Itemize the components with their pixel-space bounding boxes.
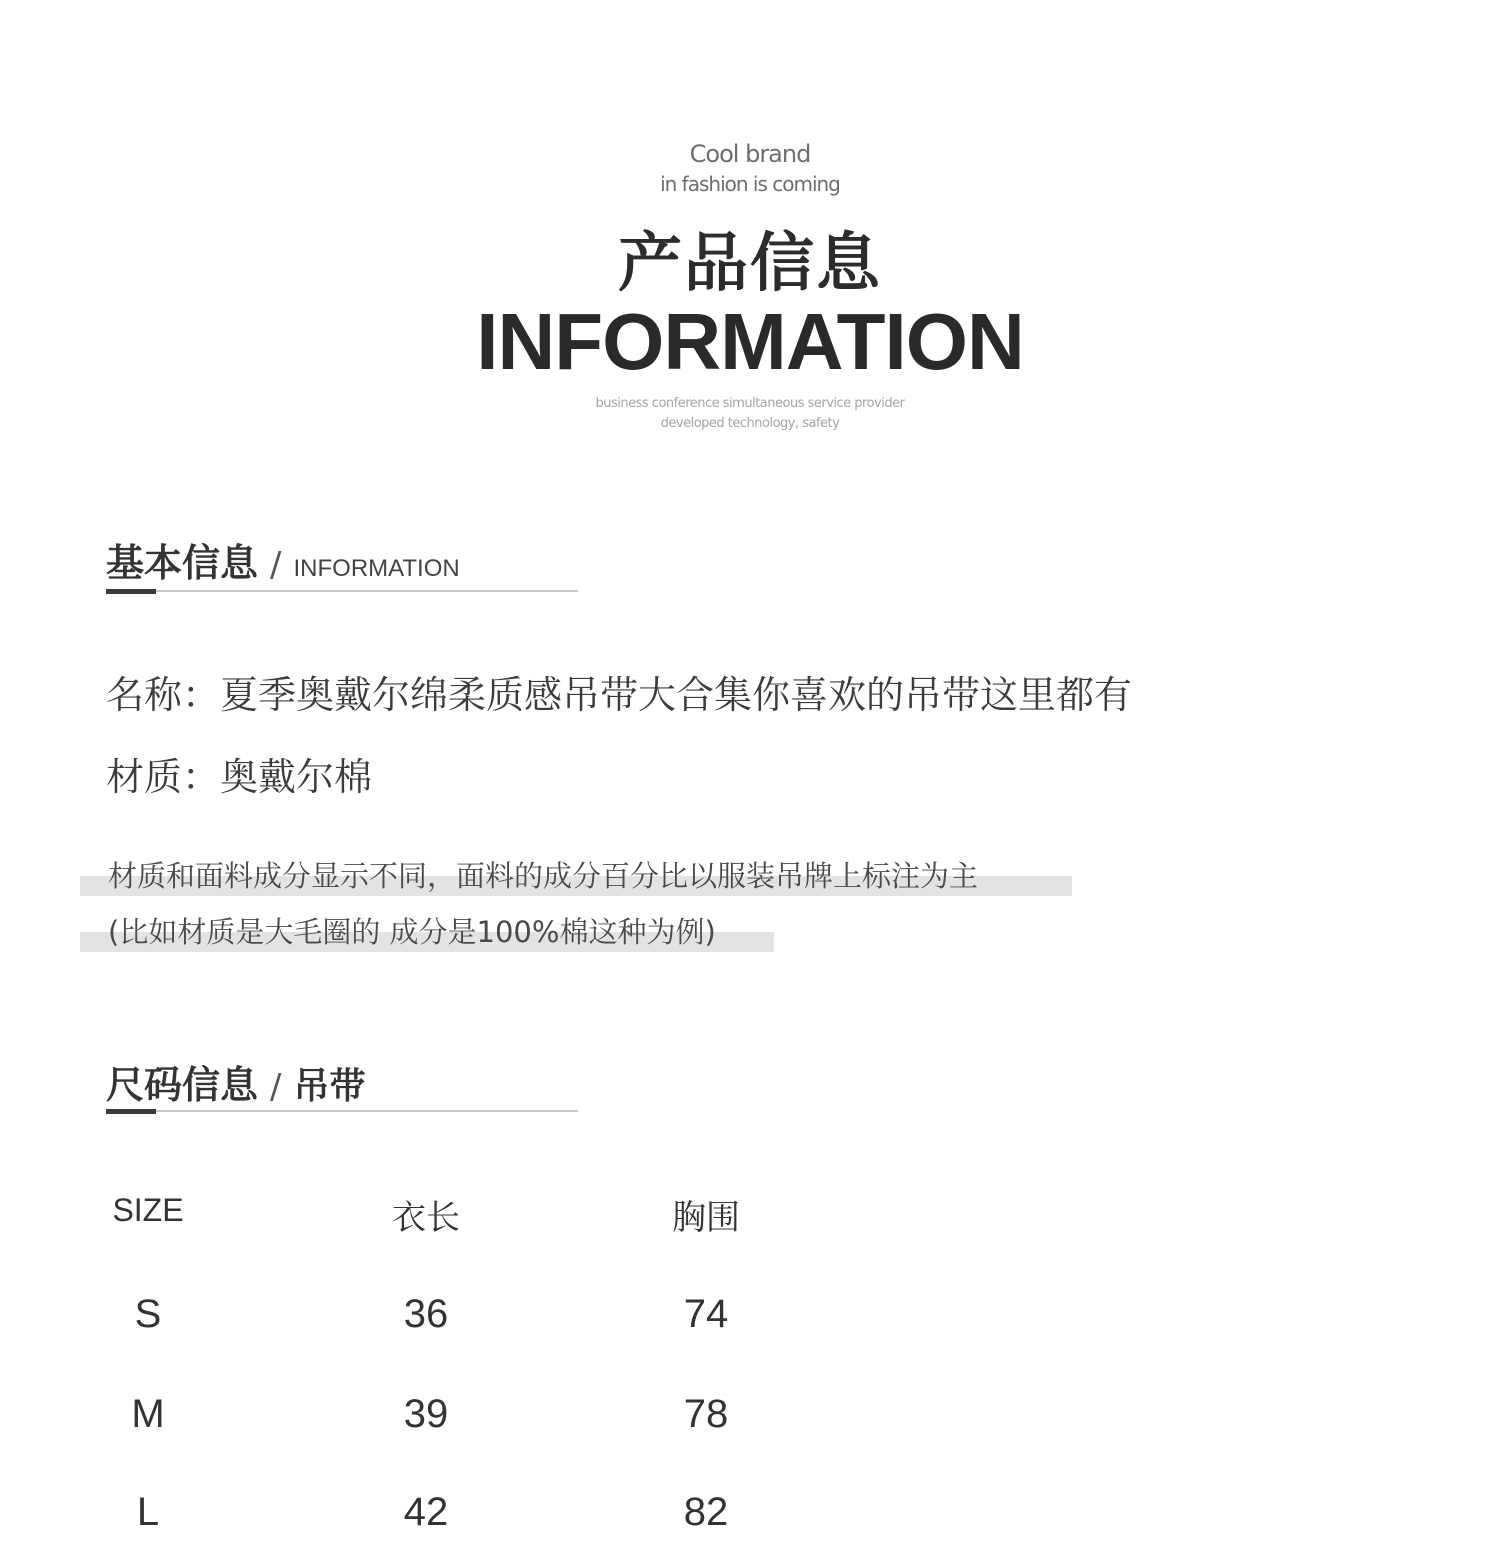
length-cell: 36 bbox=[403, 1292, 449, 1336]
material-line: 材质：奥戴尔棉 bbox=[106, 755, 373, 799]
size-cell: S bbox=[134, 1292, 162, 1336]
size-cell: M bbox=[131, 1392, 165, 1436]
size-info-divider bbox=[106, 1110, 578, 1112]
size-info-heading-sub: 吊带 bbox=[293, 1066, 366, 1107]
page-title-en: INFORMATION bbox=[476, 297, 1024, 386]
basic-info-divider bbox=[106, 590, 578, 592]
column-header-length: 衣长 bbox=[392, 1199, 460, 1237]
basic-info-heading-cn: 基本信息 bbox=[106, 541, 259, 585]
tagline-bottom: in fashion is coming bbox=[660, 172, 840, 196]
length-cell: 39 bbox=[403, 1392, 449, 1436]
subtitle-line-1: business conference simultaneous service provider bbox=[595, 396, 905, 411]
subtitle-line-2: developed technology, safety bbox=[660, 416, 840, 431]
tagline-top: Cool brand bbox=[689, 140, 811, 168]
bust-cell: 82 bbox=[683, 1490, 729, 1534]
bust-cell: 78 bbox=[683, 1392, 729, 1436]
heading-slash: / bbox=[270, 1067, 282, 1107]
size-info-heading bbox=[106, 1054, 366, 1109]
column-header-size: SIZE bbox=[112, 1192, 184, 1228]
column-header-bust: 胸围 bbox=[672, 1199, 740, 1237]
size-cell: L bbox=[136, 1490, 160, 1534]
basic-info-heading bbox=[106, 532, 460, 587]
size-info-divider-accent bbox=[106, 1109, 156, 1114]
page-title-cn: 产品信息 bbox=[618, 227, 882, 301]
bust-cell: 74 bbox=[683, 1292, 729, 1336]
heading-slash: / bbox=[270, 545, 282, 585]
size-info-heading-cn: 尺码信息 bbox=[106, 1063, 259, 1107]
material-note-2: (比如材质是大毛圈的 成分是100%棉这种为例) bbox=[108, 915, 716, 949]
product-name-line: 名称：夏季奥戴尔绵柔质感吊带大合集你喜欢的吊带这里都有 bbox=[106, 673, 1133, 717]
material-note-1: 材质和面料成分显示不同，面料的成分百分比以服装吊牌上标注为主 bbox=[108, 859, 979, 893]
basic-info-heading-en: INFORMATION bbox=[293, 555, 460, 582]
basic-info-divider-accent bbox=[106, 589, 156, 594]
length-cell: 42 bbox=[403, 1490, 449, 1534]
